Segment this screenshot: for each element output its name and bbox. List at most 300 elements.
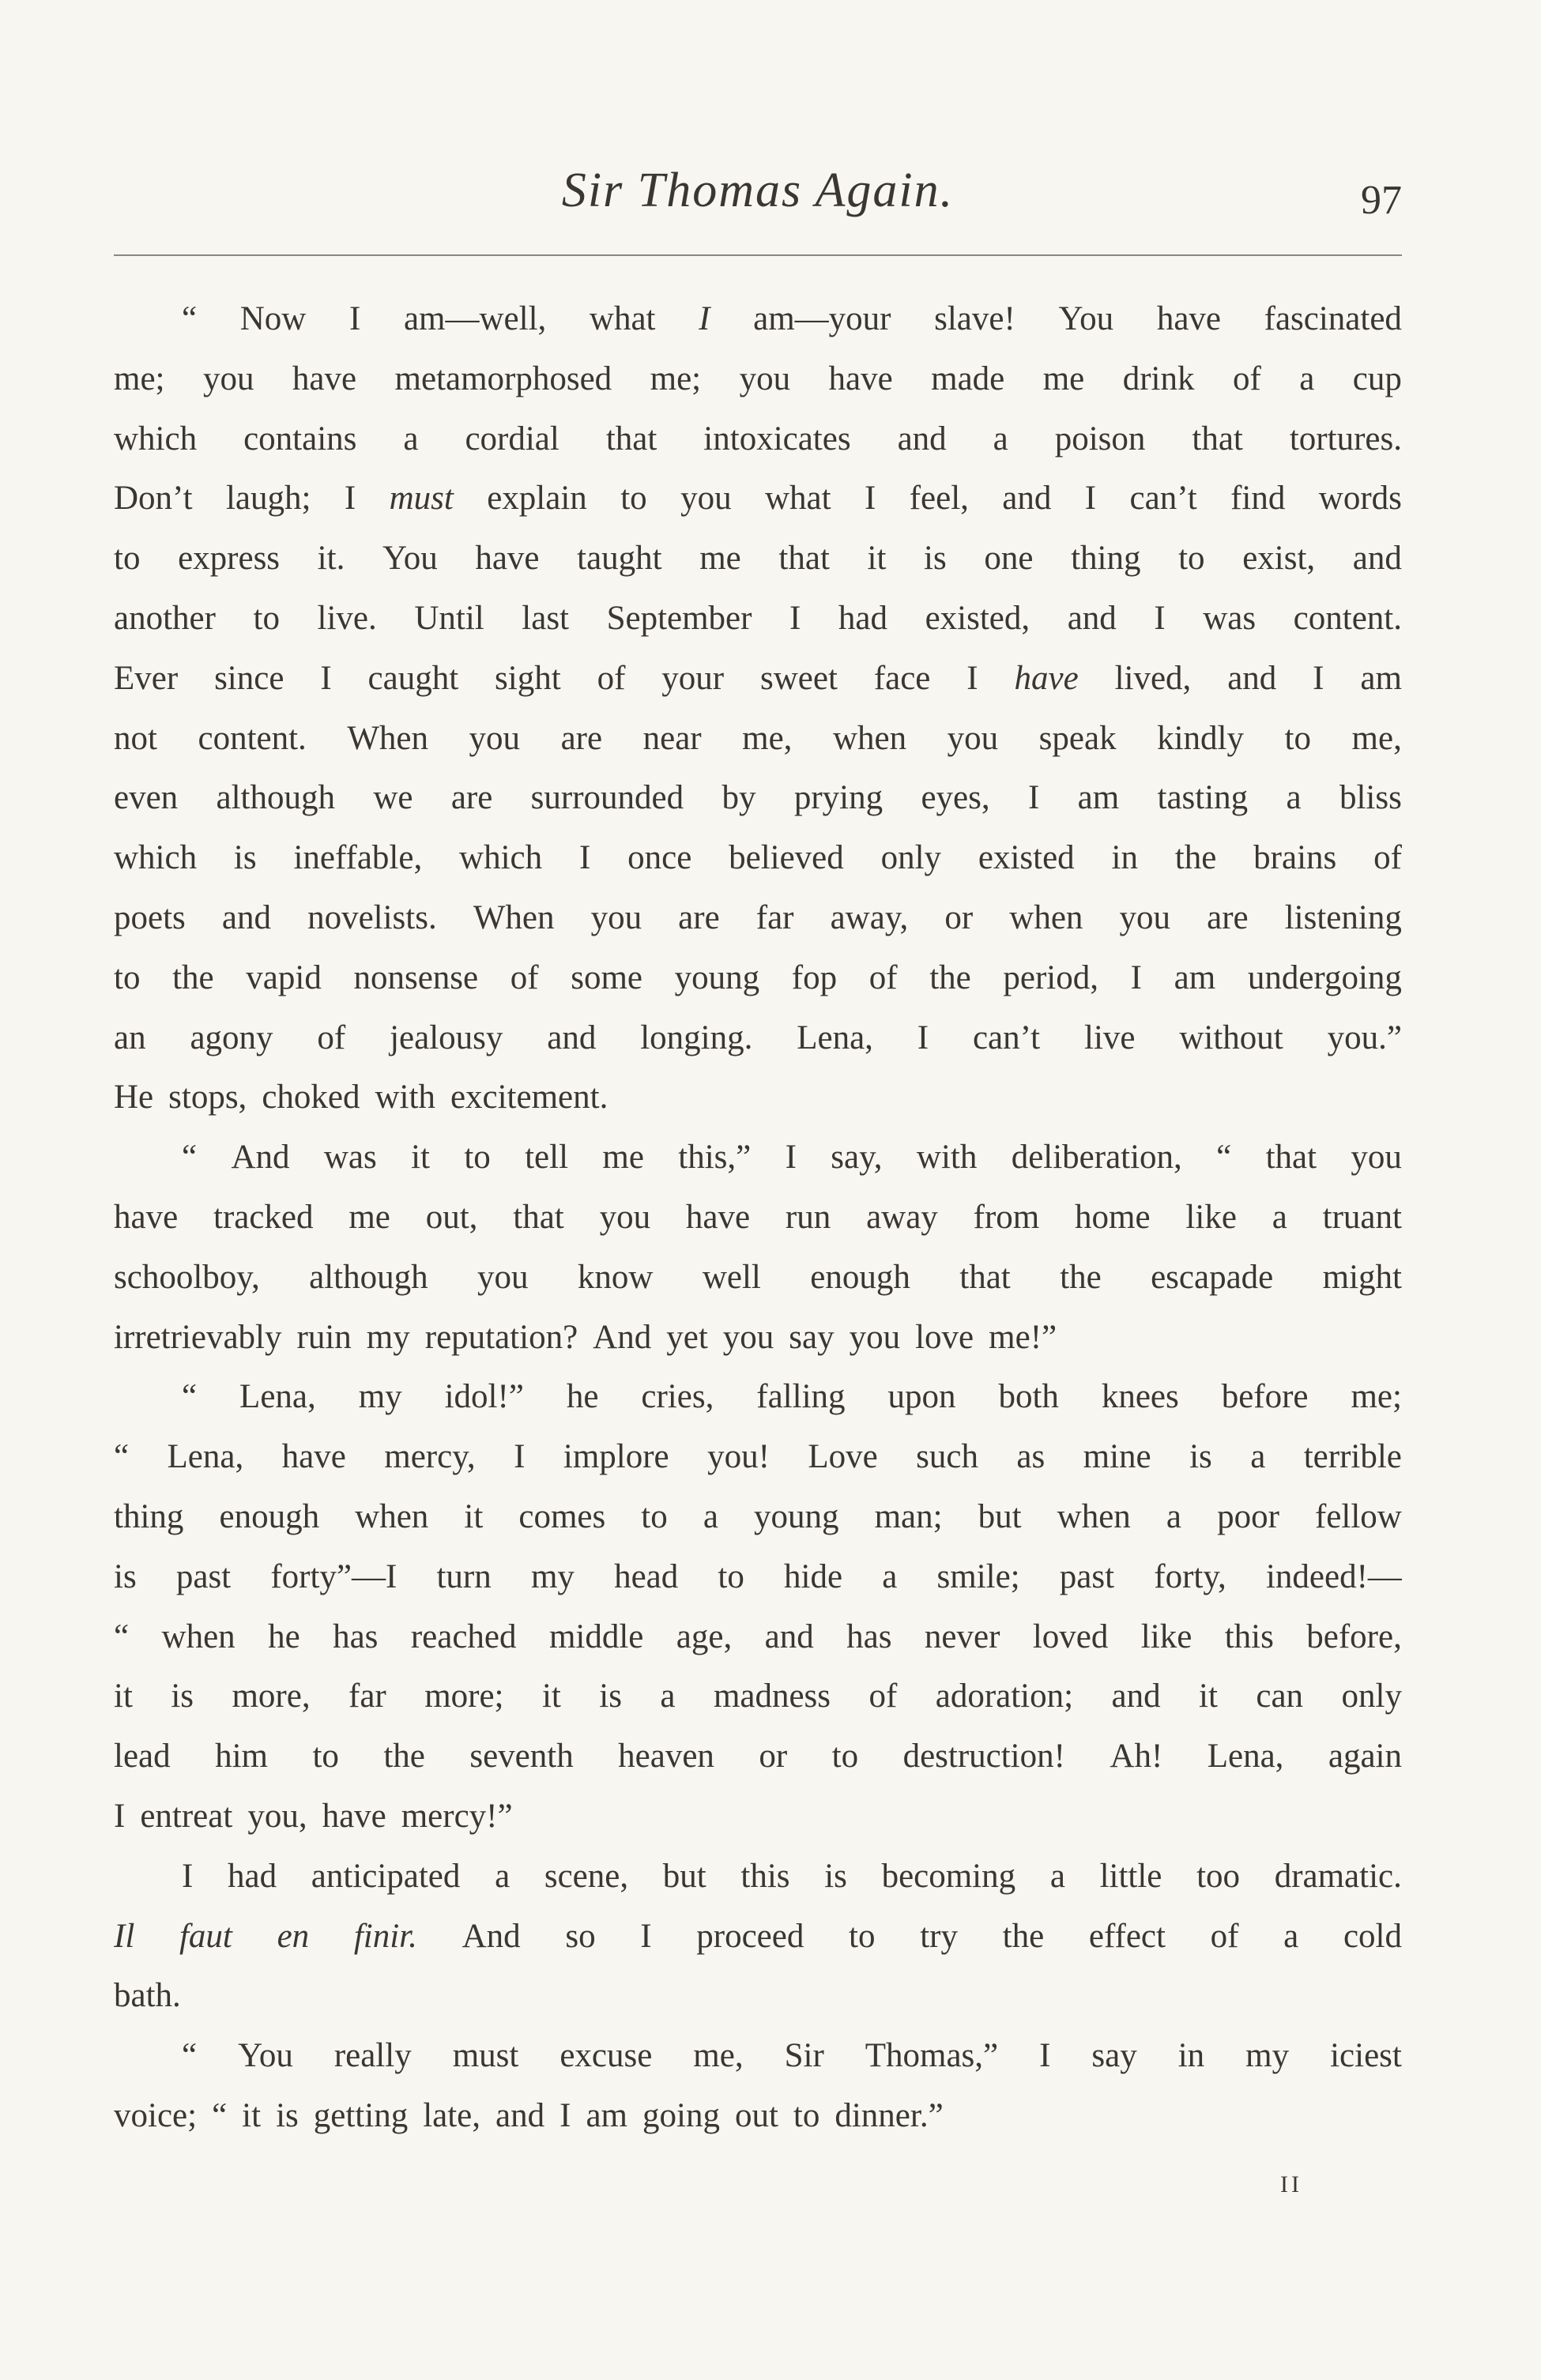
word: find bbox=[1230, 480, 1286, 518]
word: this bbox=[1224, 1617, 1274, 1655]
word: jealousy bbox=[390, 1019, 503, 1056]
word: period, bbox=[1003, 958, 1099, 996]
word: “ bbox=[182, 1139, 198, 1177]
text-line bbox=[114, 349, 1402, 409]
word: which bbox=[114, 839, 198, 877]
word: Ah! bbox=[1110, 1738, 1163, 1776]
word: going bbox=[642, 2096, 720, 2134]
word: as bbox=[1016, 1438, 1046, 1476]
text-line bbox=[114, 768, 1402, 828]
word: poets bbox=[114, 898, 186, 936]
word: deliberation, bbox=[1011, 1139, 1182, 1177]
word: the bbox=[1002, 1917, 1045, 1955]
word: September bbox=[606, 599, 752, 637]
word: heaven bbox=[618, 1738, 714, 1776]
word: has bbox=[333, 1617, 379, 1655]
word: which bbox=[114, 420, 198, 458]
word: poor bbox=[1217, 1497, 1279, 1535]
word: Lena, bbox=[797, 1019, 873, 1056]
word: Ever bbox=[114, 659, 179, 697]
word: and bbox=[1227, 659, 1277, 697]
word: that bbox=[959, 1258, 1011, 1296]
word: live bbox=[1084, 1019, 1136, 1056]
word: choked bbox=[262, 1079, 360, 1117]
word: to bbox=[641, 1497, 668, 1535]
word: dinner.” bbox=[835, 2096, 944, 2134]
word: so bbox=[565, 1917, 596, 1955]
word: hide bbox=[784, 1557, 843, 1595]
word: thing bbox=[1071, 540, 1141, 578]
word: you bbox=[849, 1318, 901, 1356]
word: have bbox=[828, 360, 893, 397]
word: in bbox=[1177, 2037, 1205, 2075]
word: like bbox=[1185, 1198, 1237, 1236]
word: are bbox=[1207, 898, 1249, 936]
word: without bbox=[1179, 1019, 1283, 1056]
word: me, bbox=[742, 719, 793, 757]
text-line bbox=[114, 1607, 1402, 1667]
word: before, bbox=[1306, 1617, 1402, 1655]
word: comes bbox=[518, 1497, 606, 1535]
word: that bbox=[778, 540, 830, 578]
word: a bbox=[703, 1497, 718, 1535]
running-title: Sir Thomas Again. bbox=[561, 164, 955, 217]
word: I bbox=[1084, 480, 1097, 518]
word: you bbox=[722, 1318, 774, 1356]
word: am—well, bbox=[403, 300, 547, 337]
word: entreat bbox=[140, 1797, 233, 1835]
text-line bbox=[114, 409, 1402, 469]
text-line bbox=[114, 1487, 1402, 1547]
word: past bbox=[1059, 1557, 1115, 1595]
word: Until bbox=[414, 599, 484, 637]
word: And bbox=[593, 1318, 652, 1356]
word: And bbox=[462, 1917, 521, 1955]
word: lived, bbox=[1114, 659, 1192, 697]
text-line bbox=[114, 1966, 1402, 2026]
word: content. bbox=[1293, 599, 1402, 637]
word: I bbox=[1130, 958, 1142, 996]
word: again bbox=[1328, 1738, 1402, 1776]
word: I bbox=[560, 2096, 571, 2134]
word: with bbox=[375, 1079, 435, 1117]
word: He bbox=[114, 1079, 154, 1117]
word: you bbox=[680, 480, 732, 518]
word: it bbox=[114, 1678, 133, 1715]
word: had bbox=[838, 599, 887, 637]
word: more, bbox=[232, 1678, 311, 1715]
text-line bbox=[114, 1727, 1402, 1787]
text-line bbox=[114, 1427, 1402, 1487]
word: it bbox=[411, 1139, 430, 1177]
word: Love bbox=[808, 1438, 878, 1476]
word: the bbox=[383, 1738, 425, 1776]
word: a bbox=[660, 1678, 676, 1715]
word: with bbox=[916, 1139, 978, 1177]
word: surrounded bbox=[530, 779, 684, 817]
word: brains bbox=[1253, 839, 1337, 877]
text-line bbox=[114, 948, 1402, 1008]
word: when bbox=[1057, 1497, 1131, 1535]
word: and bbox=[1002, 480, 1052, 518]
word: And bbox=[231, 1139, 290, 1177]
word: you bbox=[1351, 1139, 1402, 1177]
word: not bbox=[114, 719, 157, 757]
word: it bbox=[1199, 1678, 1218, 1715]
text-line bbox=[114, 1068, 1402, 1128]
word: voice; bbox=[114, 2096, 198, 2134]
word: and bbox=[897, 420, 947, 458]
text-line bbox=[114, 828, 1402, 888]
word: really bbox=[333, 2037, 412, 2075]
word: of bbox=[1210, 1917, 1239, 1955]
text-line bbox=[114, 1308, 1402, 1368]
word: to bbox=[831, 1738, 859, 1776]
word: to bbox=[1284, 719, 1311, 757]
word: although bbox=[309, 1258, 428, 1296]
text-line bbox=[114, 1907, 1402, 1967]
word: to bbox=[253, 599, 280, 637]
word: my bbox=[1245, 2037, 1290, 2075]
word: turn bbox=[436, 1557, 492, 1595]
word: ruin bbox=[296, 1318, 352, 1356]
word: you bbox=[590, 898, 642, 936]
page-header bbox=[114, 155, 1402, 242]
word: tortures. bbox=[1289, 420, 1402, 458]
word: nonsense bbox=[353, 958, 479, 996]
word: such bbox=[916, 1438, 978, 1476]
word: I bbox=[789, 599, 801, 637]
word: both bbox=[998, 1378, 1059, 1416]
word: tracked bbox=[213, 1198, 314, 1236]
text-line bbox=[114, 289, 1402, 349]
word: run bbox=[785, 1198, 831, 1236]
word: me bbox=[1042, 360, 1085, 397]
word: away, bbox=[830, 898, 909, 936]
word: it bbox=[242, 2096, 262, 2134]
word: You bbox=[1058, 300, 1114, 337]
word: have bbox=[292, 360, 357, 397]
word: like bbox=[1140, 1617, 1192, 1655]
word: enough bbox=[810, 1258, 910, 1296]
word: forty, bbox=[1154, 1557, 1226, 1595]
word: even bbox=[114, 779, 179, 817]
word: know bbox=[577, 1258, 654, 1296]
word: en bbox=[277, 1917, 310, 1955]
word: well bbox=[702, 1258, 761, 1296]
word: is bbox=[171, 1678, 194, 1715]
word: was bbox=[323, 1139, 377, 1177]
word: eyes, bbox=[921, 779, 990, 817]
word: am bbox=[1174, 958, 1216, 996]
word: the bbox=[929, 958, 971, 996]
word: “ bbox=[182, 2037, 198, 2075]
word: loved bbox=[1032, 1617, 1109, 1655]
word: adoration; bbox=[935, 1678, 1074, 1715]
text-line bbox=[114, 1666, 1402, 1727]
word: Lena, bbox=[167, 1438, 244, 1476]
word: becoming bbox=[881, 1857, 1016, 1895]
header-rule bbox=[114, 254, 1402, 256]
word: am bbox=[1077, 779, 1120, 817]
word: exist, bbox=[1242, 540, 1316, 578]
word: me!” bbox=[989, 1318, 1057, 1356]
word: excuse bbox=[560, 2037, 653, 2075]
word: more; bbox=[424, 1678, 504, 1715]
word: slave! bbox=[934, 300, 1015, 337]
word: lead bbox=[114, 1738, 171, 1776]
word: of bbox=[1232, 360, 1261, 397]
word: You bbox=[382, 540, 438, 578]
word: stops, bbox=[168, 1079, 247, 1117]
word: metamorphosed bbox=[394, 360, 612, 397]
word: a bbox=[1250, 1438, 1266, 1476]
word: feel, bbox=[909, 480, 969, 518]
word: and bbox=[1067, 599, 1117, 637]
word: I bbox=[578, 839, 591, 877]
word: last bbox=[522, 599, 569, 637]
text-line bbox=[114, 2086, 1402, 2146]
word: is bbox=[276, 2096, 299, 2134]
word: I bbox=[917, 1019, 929, 1056]
word: fop bbox=[791, 958, 838, 996]
word: have bbox=[281, 1438, 346, 1476]
word: me; bbox=[1351, 1378, 1402, 1416]
word: bath. bbox=[114, 1977, 181, 2015]
word: fascinated bbox=[1264, 300, 1402, 337]
word: a bbox=[993, 420, 1008, 458]
text-line bbox=[114, 1787, 1402, 1847]
word: when bbox=[161, 1617, 235, 1655]
word: far bbox=[755, 898, 794, 936]
word: can bbox=[1256, 1678, 1304, 1715]
word: a bbox=[1049, 1857, 1065, 1895]
word: to bbox=[793, 2096, 820, 2134]
text-line bbox=[114, 888, 1402, 948]
word: “ bbox=[114, 1617, 130, 1655]
word: I bbox=[514, 1438, 526, 1476]
word: listening bbox=[1284, 898, 1402, 936]
word: ineffable, bbox=[293, 839, 423, 877]
word: Thomas,” bbox=[865, 2037, 999, 2075]
word: young bbox=[674, 958, 760, 996]
word: the bbox=[172, 958, 214, 996]
word: he bbox=[268, 1617, 300, 1655]
word: dramatic. bbox=[1274, 1857, 1402, 1895]
word: smile; bbox=[936, 1557, 1020, 1595]
word: Don’t bbox=[114, 480, 193, 518]
word: I bbox=[699, 300, 710, 337]
word: me, bbox=[693, 2037, 744, 2075]
word: Lena, bbox=[239, 1378, 316, 1416]
word: me bbox=[349, 1198, 390, 1236]
word: tasting bbox=[1157, 779, 1249, 817]
word: only bbox=[1341, 1678, 1402, 1715]
word: that bbox=[1192, 420, 1243, 458]
word: once bbox=[627, 839, 692, 877]
word: my bbox=[358, 1378, 402, 1416]
text-line bbox=[114, 1547, 1402, 1607]
word: but bbox=[978, 1497, 1022, 1535]
word: I bbox=[182, 1857, 194, 1895]
word: a bbox=[1286, 779, 1302, 817]
word: it. bbox=[317, 540, 345, 578]
word: laugh; bbox=[225, 480, 311, 518]
word: you bbox=[477, 1258, 529, 1296]
word: you bbox=[599, 1198, 651, 1236]
word: anticipated bbox=[311, 1857, 461, 1895]
word: Lena, bbox=[1207, 1738, 1284, 1776]
word: a bbox=[1299, 360, 1315, 397]
text-line bbox=[114, 2026, 1402, 2086]
word: am bbox=[1360, 659, 1402, 697]
text-line bbox=[114, 1188, 1402, 1248]
word: schoolboy, bbox=[114, 1258, 260, 1296]
text-line bbox=[114, 1847, 1402, 1907]
word: madness bbox=[713, 1678, 831, 1715]
word: have bbox=[322, 1797, 386, 1835]
word: must bbox=[389, 480, 454, 518]
word: late, bbox=[423, 2096, 481, 2134]
word: are bbox=[450, 779, 493, 817]
word: young bbox=[754, 1497, 839, 1535]
word: poison bbox=[1054, 420, 1146, 458]
word: only bbox=[880, 839, 942, 877]
word: caught bbox=[367, 659, 459, 697]
word: express bbox=[178, 540, 281, 578]
word: has bbox=[846, 1617, 892, 1655]
word: I bbox=[349, 300, 361, 337]
word: to bbox=[849, 1917, 876, 1955]
word: I bbox=[114, 1797, 126, 1835]
word: cries, bbox=[641, 1378, 714, 1416]
word: try bbox=[920, 1917, 958, 1955]
word: from bbox=[973, 1198, 1040, 1236]
word: never bbox=[924, 1617, 1000, 1655]
word: I bbox=[785, 1139, 797, 1177]
word: and bbox=[764, 1617, 814, 1655]
word: intoxicates bbox=[703, 420, 851, 458]
text-line bbox=[114, 1008, 1402, 1068]
word: but bbox=[662, 1857, 706, 1895]
page-number: 97 bbox=[1361, 178, 1402, 223]
word: when bbox=[832, 719, 907, 757]
word: a bbox=[495, 1857, 511, 1895]
word: prying bbox=[793, 779, 884, 817]
word: I bbox=[1154, 599, 1166, 637]
word: to bbox=[312, 1738, 339, 1776]
word: mercy, bbox=[384, 1438, 476, 1476]
word: are bbox=[560, 719, 603, 757]
word: getting bbox=[313, 2096, 409, 2134]
word: this bbox=[740, 1857, 790, 1895]
word: can’t bbox=[1129, 480, 1197, 518]
word: reputation? bbox=[424, 1318, 578, 1356]
word: indeed!— bbox=[1265, 1557, 1402, 1595]
word: destruction! bbox=[902, 1738, 1065, 1776]
word: is bbox=[599, 1678, 622, 1715]
text-line bbox=[114, 589, 1402, 649]
word: idol!” bbox=[444, 1378, 524, 1416]
word: knees bbox=[1101, 1378, 1179, 1416]
word: and bbox=[1352, 540, 1402, 578]
word: out bbox=[734, 2096, 778, 2134]
word: am—your bbox=[753, 300, 891, 337]
word: to bbox=[1178, 540, 1205, 578]
word: truant bbox=[1322, 1198, 1402, 1236]
word: longing. bbox=[640, 1019, 753, 1056]
word: what bbox=[589, 300, 656, 337]
word: of bbox=[317, 1019, 346, 1056]
word: excitement. bbox=[450, 1079, 608, 1117]
text-line bbox=[114, 469, 1402, 529]
word: me bbox=[699, 540, 741, 578]
word: is bbox=[114, 1557, 137, 1595]
word: reached bbox=[410, 1617, 517, 1655]
word: to bbox=[718, 1557, 744, 1595]
word: scene, bbox=[544, 1857, 629, 1895]
word: existed, bbox=[925, 599, 1030, 637]
word: although bbox=[216, 779, 335, 817]
word: in bbox=[1111, 839, 1138, 877]
word: which bbox=[459, 839, 543, 877]
text-line bbox=[114, 529, 1402, 589]
word: of bbox=[1373, 839, 1402, 877]
word: “ bbox=[114, 1438, 130, 1476]
word: contains bbox=[243, 420, 357, 458]
word: and bbox=[495, 2096, 545, 2134]
word: a bbox=[1283, 1917, 1299, 1955]
word: undergoing bbox=[1247, 958, 1402, 996]
text-line bbox=[114, 709, 1402, 769]
word: cup bbox=[1352, 360, 1402, 397]
word: you! bbox=[707, 1438, 770, 1476]
word: content. bbox=[198, 719, 307, 757]
word: effect bbox=[1088, 1917, 1166, 1955]
word: he bbox=[566, 1378, 599, 1416]
word: faut bbox=[179, 1917, 232, 1955]
word: my bbox=[530, 1557, 575, 1595]
word: have bbox=[685, 1198, 751, 1236]
word: or bbox=[759, 1738, 788, 1776]
word: you.” bbox=[1327, 1019, 1402, 1056]
word: it bbox=[541, 1678, 561, 1715]
word: of bbox=[868, 1678, 898, 1715]
word: what bbox=[764, 480, 831, 518]
word: falling bbox=[756, 1378, 846, 1416]
text-line bbox=[114, 1128, 1402, 1188]
word: “ bbox=[182, 300, 198, 337]
word: speak bbox=[1038, 719, 1117, 757]
word: middle bbox=[548, 1617, 644, 1655]
word: implore bbox=[563, 1438, 669, 1476]
word: since bbox=[214, 659, 284, 697]
word: upon bbox=[887, 1378, 956, 1416]
body-text bbox=[114, 289, 1402, 2146]
word: is bbox=[924, 540, 947, 578]
word: age, bbox=[676, 1617, 733, 1655]
word: you, bbox=[247, 1797, 307, 1835]
word: had bbox=[228, 1857, 277, 1895]
word: irretrievably bbox=[114, 1318, 282, 1356]
word: him bbox=[215, 1738, 268, 1776]
word: Il bbox=[114, 1917, 135, 1955]
word: past bbox=[175, 1557, 232, 1595]
word: out, bbox=[425, 1198, 478, 1236]
word: you bbox=[469, 719, 521, 757]
word: kindly bbox=[1157, 719, 1245, 757]
text-line bbox=[114, 649, 1402, 709]
